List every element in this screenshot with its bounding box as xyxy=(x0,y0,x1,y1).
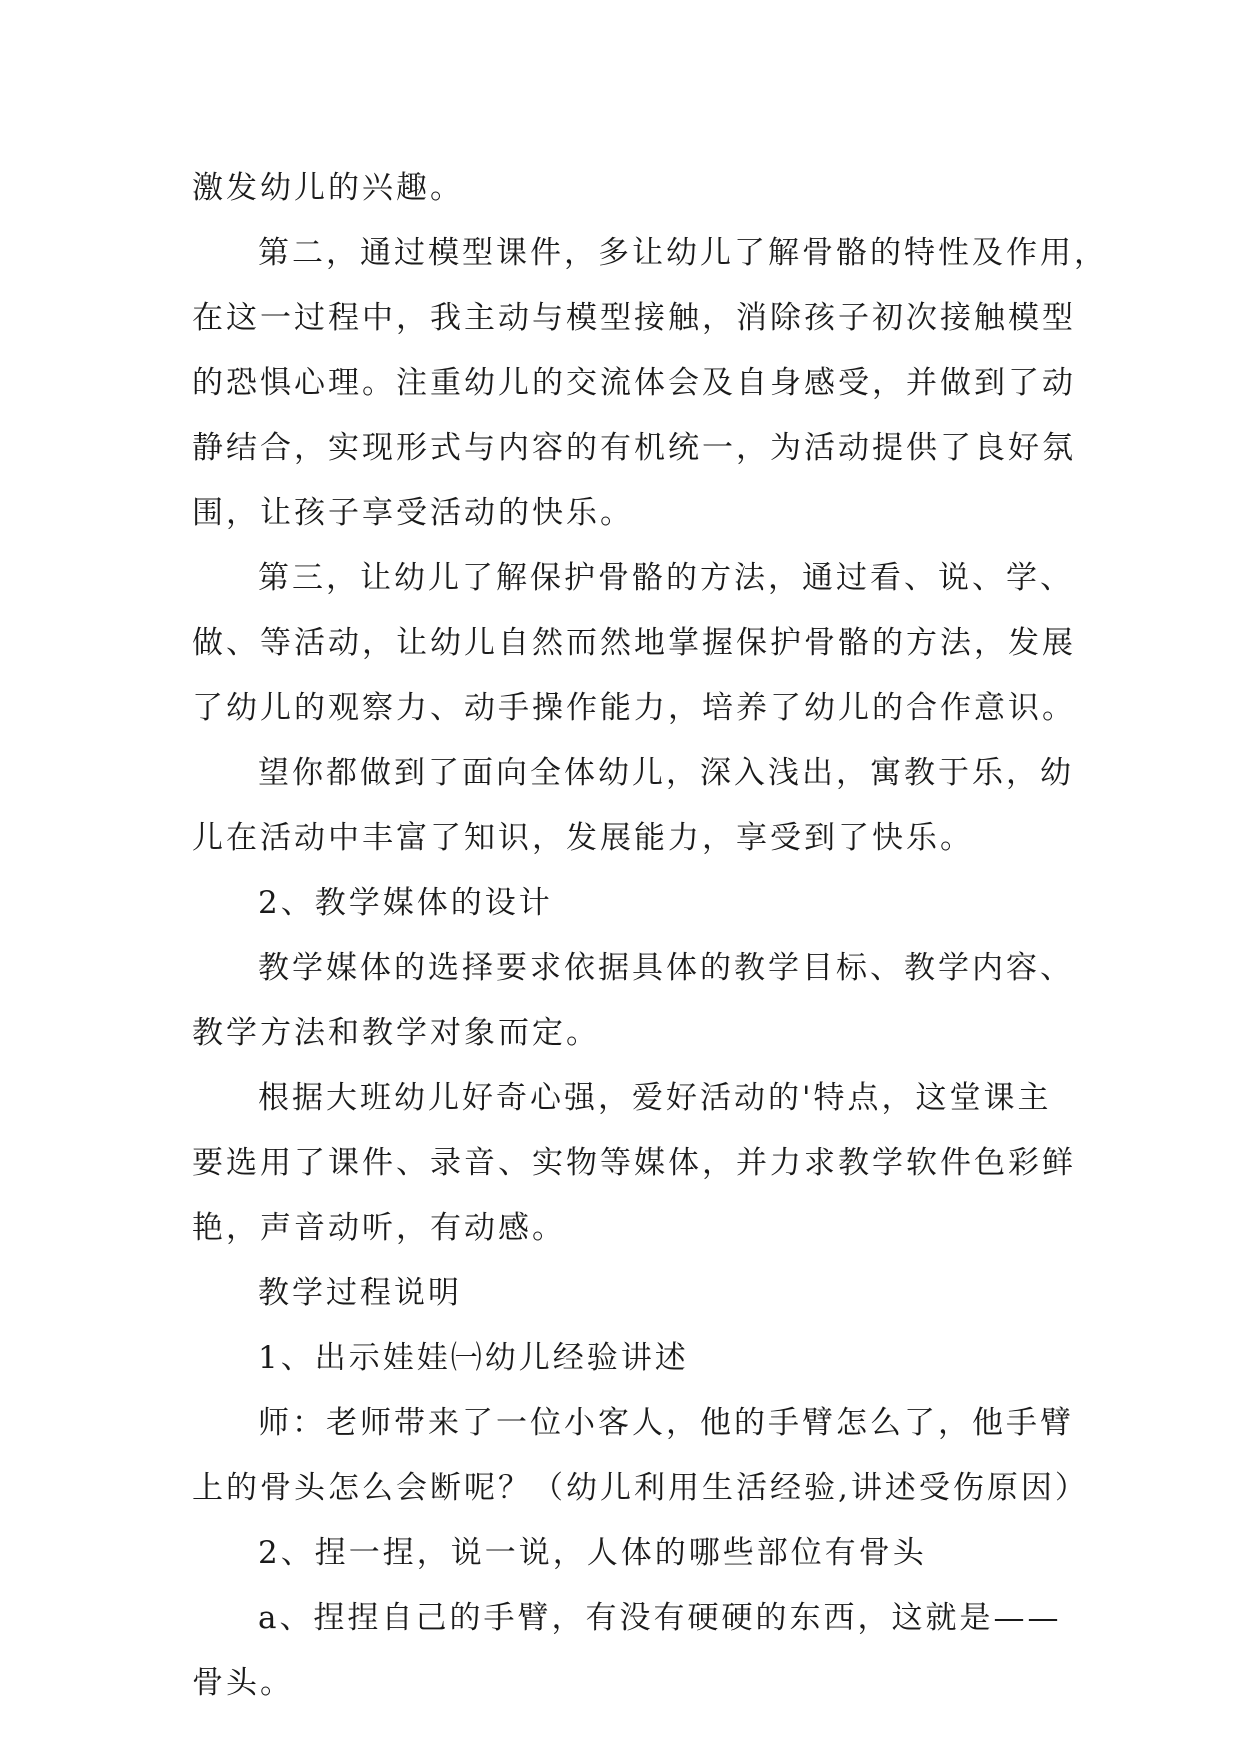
text-line: 骨头。 xyxy=(192,1665,294,1701)
text-line: a、捏捏自己的手臂，有没有硬硬的东西，这就是—— xyxy=(258,1600,1062,1636)
text-line: 围，让孩子享受活动的快乐。 xyxy=(192,495,634,531)
text-line: 根据大班幼儿好奇心强，爱好活动的'特点，这堂课主 xyxy=(258,1080,1052,1116)
text-line: 教学媒体的选择要求依据具体的教学目标、教学内容、 xyxy=(258,950,1074,986)
text-line: 1、出示娃娃㈠幼儿经验讲述 xyxy=(258,1340,689,1376)
text-line: 上的骨头怎么会断呢？（幼儿利用生活经验,讲述受伤原因） xyxy=(192,1470,1089,1506)
section-heading: 2、教学媒体的设计 xyxy=(258,885,553,921)
text-line: 师：老师带来了一位小客人，他的手臂怎么了，他手臂 xyxy=(258,1405,1074,1441)
text-line: 激发幼儿的兴趣。 xyxy=(192,170,464,206)
text-line: 艳，声音动听，有动感。 xyxy=(192,1210,566,1246)
text-line: 第二，通过模型课件，多让幼儿了解骨骼的特性及作用， xyxy=(258,235,1108,271)
text-line: 静结合，实现形式与内容的有机统一，为活动提供了良好氛 xyxy=(192,430,1076,466)
document-body xyxy=(192,156,1108,1716)
text-line: 望你都做到了面向全体幼儿，深入浅出，寓教于乐，幼 xyxy=(258,755,1074,791)
text-line: 要选用了课件、录音、实物等媒体，并力求教学软件色彩鲜 xyxy=(192,1145,1076,1181)
section-heading: 教学过程说明 xyxy=(258,1275,462,1311)
text-line: 教学方法和教学对象而定。 xyxy=(192,1015,600,1051)
text-line: 2、捏一捏，说一说，人体的哪些部位有骨头 xyxy=(258,1535,927,1571)
text-line: 在这一过程中，我主动与模型接触，消除孩子初次接触模型 xyxy=(192,300,1076,336)
text-line: 做、等活动，让幼儿自然而然地掌握保护骨骼的方法，发展 xyxy=(192,625,1076,661)
text-line: 第三，让幼儿了解保护骨骼的方法，通过看、说、学、 xyxy=(258,560,1074,596)
text-line: 儿在活动中丰富了知识，发展能力，享受到了快乐。 xyxy=(192,820,974,856)
text-line: 的恐惧心理。注重幼儿的交流体会及自身感受，并做到了动 xyxy=(192,365,1076,401)
text-line: 了幼儿的观察力、动手操作能力，培养了幼儿的合作意识。 xyxy=(192,690,1076,726)
